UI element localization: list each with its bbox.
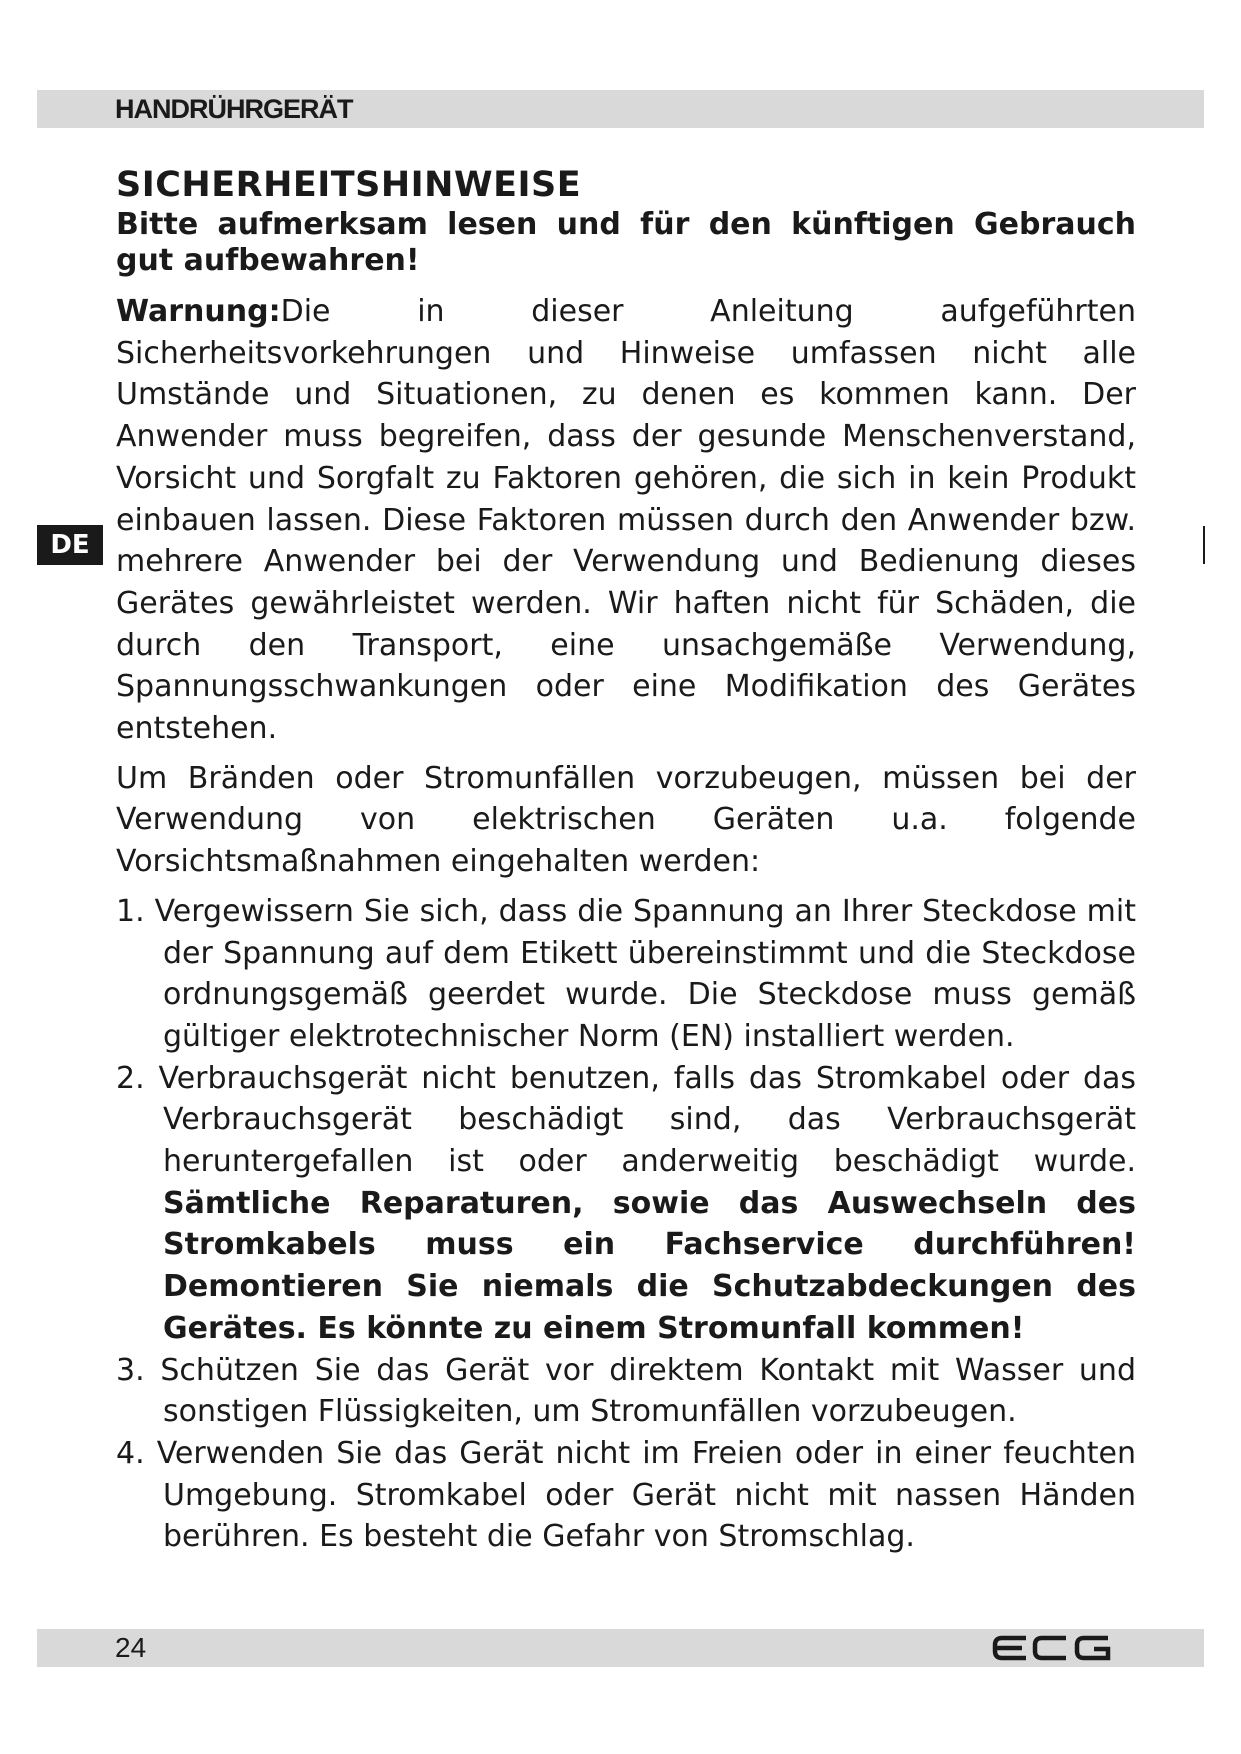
ecg-logo <box>992 1635 1112 1661</box>
warning-label: Warnung: <box>116 294 281 329</box>
footer-bar <box>37 1629 1204 1667</box>
list-item <box>116 1433 1136 1558</box>
section-title: SICHERHEITSHINWEISE <box>116 165 582 205</box>
warning-text: Die in dieser Anleitung aufgeführten Sicherheitsvorkehrungen und Hinweise umfassen nicht alle Umstände und Situationen, zu denen es kommen kann. Der Anwender muss begreifen, dass der gesunde Menschenverstand, Vorsicht und Sorgfalt zu Faktoren gehören, die sich in kein Produkt einbauen lassen. Diese Faktoren müssen durch den Anwender bzw. mehrere Anwender bei der Verwendung und Bedienung dieses Gerätes gewährleistet werden. Wir haften nicht für Schäden, die durch den Transport, eine unsachgemäße Verwendung, Spannungsschwankungen oder eine Modifikation des Gerätes entstehen. <box>116 294 1136 747</box>
language-tab: DE <box>37 525 103 565</box>
warning-paragraph <box>116 291 1136 750</box>
item-number: 3. <box>116 1352 145 1388</box>
safety-list <box>116 891 1136 1558</box>
item-text: Verwenden Sie das Gerät nicht im Freien oder in einer feuchten Umgebung. Stromkabel oder Gerät nicht mit nassen Händen berühren. Es besteht die Gefahr von Stromschlag. <box>156 1435 1136 1555</box>
item-text: Schützen Sie das Gerät vor direktem Kontakt mit Wasser und sonstigen Flüssigkeiten, um Stromunfällen vorzubeugen. <box>160 1352 1136 1430</box>
item-number: 1. <box>116 893 145 929</box>
header-title: HANDRÜHRGERÄT <box>115 94 353 124</box>
section-subtitle: Bitte aufmerksam lesen und für den künftigen Gebrauch gut aufbewahren! <box>116 207 1136 278</box>
page-number: 24 <box>115 1632 147 1663</box>
list-item <box>116 1350 1136 1433</box>
page-content <box>116 163 1136 1558</box>
item-number: 4. <box>116 1435 145 1471</box>
item-text: Verbrauchsgerät nicht benutzen, falls das Stromkabel oder das Verbrauchsgerät beschädigt sind, das Verbrauchsgerät heruntergefallen ist oder anderweitig beschädigt wurde. <box>158 1060 1136 1180</box>
list-item <box>116 1058 1136 1350</box>
intro-paragraph: Um Bränden oder Stromunfällen vorzubeugen, müssen bei der Verwendung von elektrischen Geräten u.a. folgende Vorsichtsmaßnahmen eingehalten werden: <box>116 760 1136 880</box>
list-item <box>116 891 1136 1058</box>
item-text: Vergewissern Sie sich, dass die Spannung an Ihrer Steckdose mit der Spannung auf dem Etikett übereinstimmt und die Steckdose ordnungsgemäß geerdet wurde. Die Steckdose muss gemäß gültiger elektrotechnischer Norm (EN) installiert werden. <box>154 893 1136 1054</box>
item-bold-text: Sämtliche Reparaturen, sowie das Auswechseln des Stromkabels muss ein Fachservice durchführen! Demontieren Sie niemals die Schutzabdeckungen des Gerätes. Es könnte zu einem Stromunfall kommen! <box>163 1185 1136 1346</box>
margin-marker <box>1203 526 1205 564</box>
header-bar <box>37 90 1204 128</box>
item-number: 2. <box>116 1060 145 1096</box>
